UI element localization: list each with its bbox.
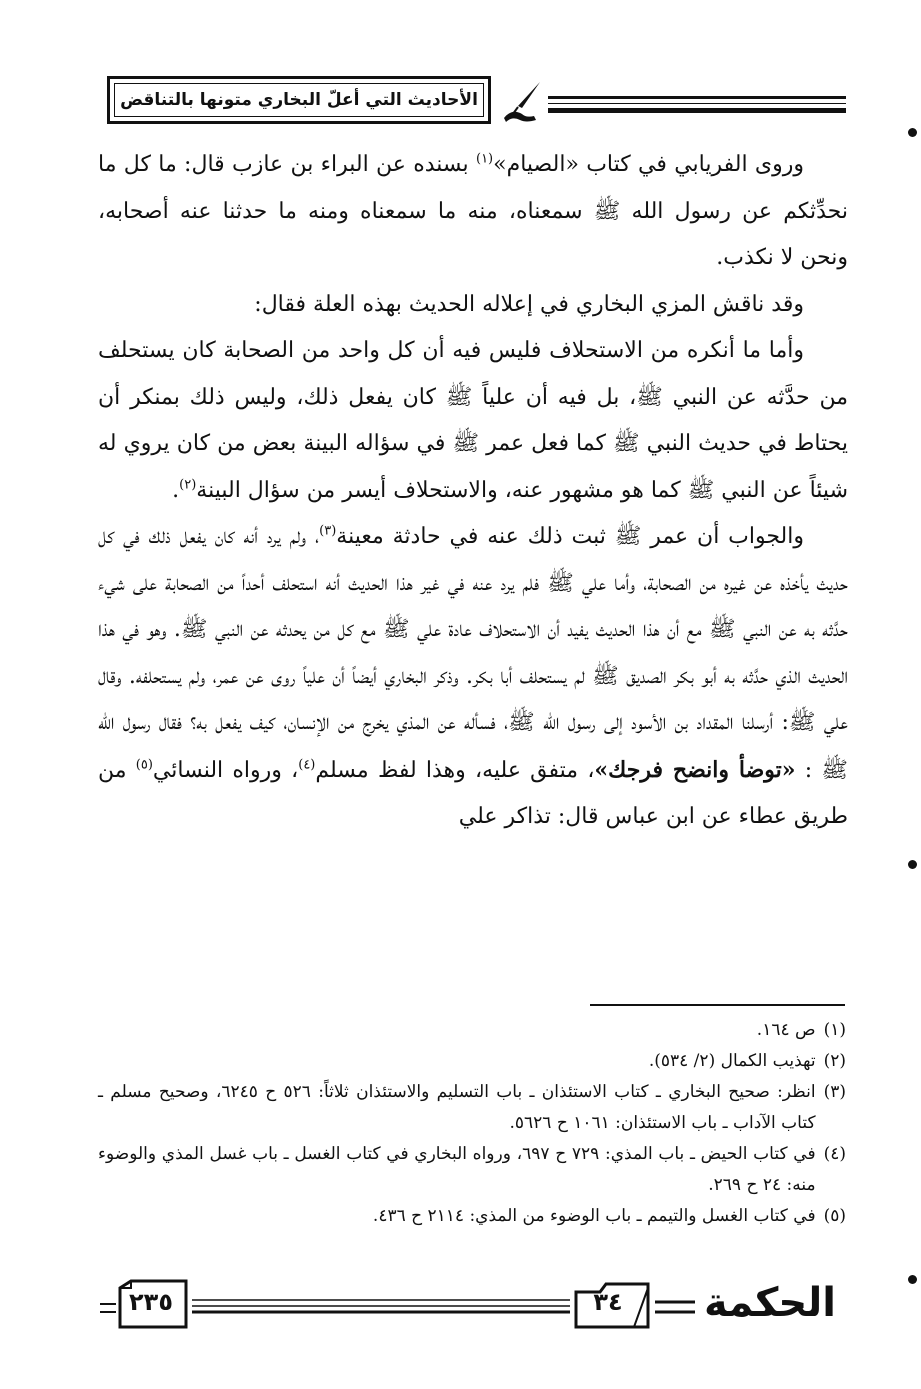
footnote <box>98 1046 846 1077</box>
footnote-ref[interactable]: (٣) <box>319 523 337 539</box>
running-header <box>107 76 491 124</box>
footnotes <box>98 1015 846 1232</box>
paragraph: وأما ما أنكره من الاستحلاف فليس فيه أن كل واحد من الصحابة كان يستحلف من حدَّثه عن النبي ﷺ، بل فيه أن علياً ﷺ كان يفعل ذلك، وليس ذلك بمنكر أن يحتاط في حديث النبي ﷺ كما فعل عمر ﷺ في سؤاله البينة بعض من كان يروي له شيئاً عن النبي ﷺ كما هو مشهور عنه، والاستحلاف أيسر من سؤال البينة$^{(٢)}$. <box>98 338 848 503</box>
footnote-number: (٣) <box>823 1082 846 1102</box>
footnote-text: في كتاب الحيض ـ باب المذي: ٧٢٩ ح ٦٩٧، ورواه البخاري في كتاب الغسل ـ باب غسل المذي والوضوء منه: ٢٤ ح ٢٦٩. <box>98 1144 816 1195</box>
footnote-text: انظر: صحيح البخاري ـ كتاب الاستئذان ـ باب التسليم والاستئذان ثلاثاً: ٥٢٦ ح ٦٢٤٥، وصحيح مسلم ـ كتاب الآداب ـ باب الاستئذان: ١٠٦١ ح ٥٦٢٦. <box>98 1082 816 1133</box>
paragraph: وروى الفريابي في كتاب «الصيام»$^{(١)}$ بسنده عن البراء بن عازب قال: ما كل ما نحدِّثكم عن رسول الله ﷺ سمعناه، منه ما سمعناه ومنه ما حدثنا عنه أصحابه، ونحن لا نكذب. <box>98 151 848 270</box>
footnote-number: (٢) <box>823 1051 846 1071</box>
margin-dot-icon <box>908 128 917 137</box>
footnote <box>98 1201 846 1232</box>
footnote-ref[interactable]: (٥) <box>135 757 153 773</box>
footnote-ref[interactable]: (٢) <box>179 477 197 493</box>
footnote-ref[interactable]: (٤) <box>298 757 316 773</box>
footnote <box>98 1077 846 1139</box>
margin-dot-icon <box>908 860 917 869</box>
header-rule <box>548 96 846 114</box>
footnote <box>98 1139 846 1201</box>
hadith-quote: «توضأ وانضح فرجك» <box>594 756 796 783</box>
footnote-number: (١) <box>823 1020 846 1040</box>
pen-icon <box>500 78 546 124</box>
paragraph: والجواب أن عمر ﷺ ثبت ذلك عنه في حادثة معينة$^{(٣)}$، ولم يرد أنه كان يفعل ذلك في كل حديث يأخذه عن غيره من الصحابة، وأما علي ﷺ فلم يرد عنه في غير هذا الحديث أنه استحلف أحداً من الصحابة على شيء حدَّثه به عن النبي ﷺ مع أن هذا الحديث يفيد أن الاستحلاف عادة علي ﷺ مع كل من يحدثه عن النبي ﷺ. وهو في هذا الحديث الذي حدَّثه به أبو بكر الصديق ﷺ لم يستحلف أبا بكر. وذكر البخاري أيضاً أن علياً روى عن عمر، ولم يستحلفه. وقال علي ﷺ: أرسلنا المقداد بن الأسود إلى رسول الله ﷺ، فسأله عن المذي يخرج من الإنسان، كيف يفعل به؟ فقال رسول الله ﷺ : «توضأ وانضح فرجك»، متفق عليه، وهذا لفظ مسلم$^{(٤)}$، ورواه النسائي$^{(٥)}$ من طريق عطاء عن ابن عباس قال: تذاكر علي <box>98 523 848 829</box>
footnote-text: تهذيب الكمال (٢/ ٥٣٤). <box>648 1051 816 1071</box>
running-title: الأحاديث التي أعلّ البخاري متونها بالتناقض <box>120 90 478 110</box>
page-footer <box>0 1260 921 1340</box>
issue-number: ٣٤ <box>593 1288 623 1316</box>
footnote <box>98 1015 846 1046</box>
footnote-divider <box>590 1004 845 1006</box>
page-number: ٢٣٥ <box>129 1288 173 1316</box>
body-text <box>98 142 848 841</box>
brand-logo: الحكمة <box>704 1280 836 1326</box>
footnote-number: (٤) <box>823 1144 846 1164</box>
footnote-text: ص ١٦٤. <box>756 1020 816 1040</box>
footnote-text: في كتاب الغسل والتيمم ـ باب الوضوء من المذي: ٢١١٤ ح ٤٣٦. <box>372 1206 816 1226</box>
footnote-ref[interactable]: (١) <box>475 151 494 167</box>
footnote-number: (٥) <box>823 1206 846 1226</box>
paragraph: وقد ناقش المزي البخاري في إعلاله الحديث بهذه العلة فقال: <box>254 291 804 317</box>
